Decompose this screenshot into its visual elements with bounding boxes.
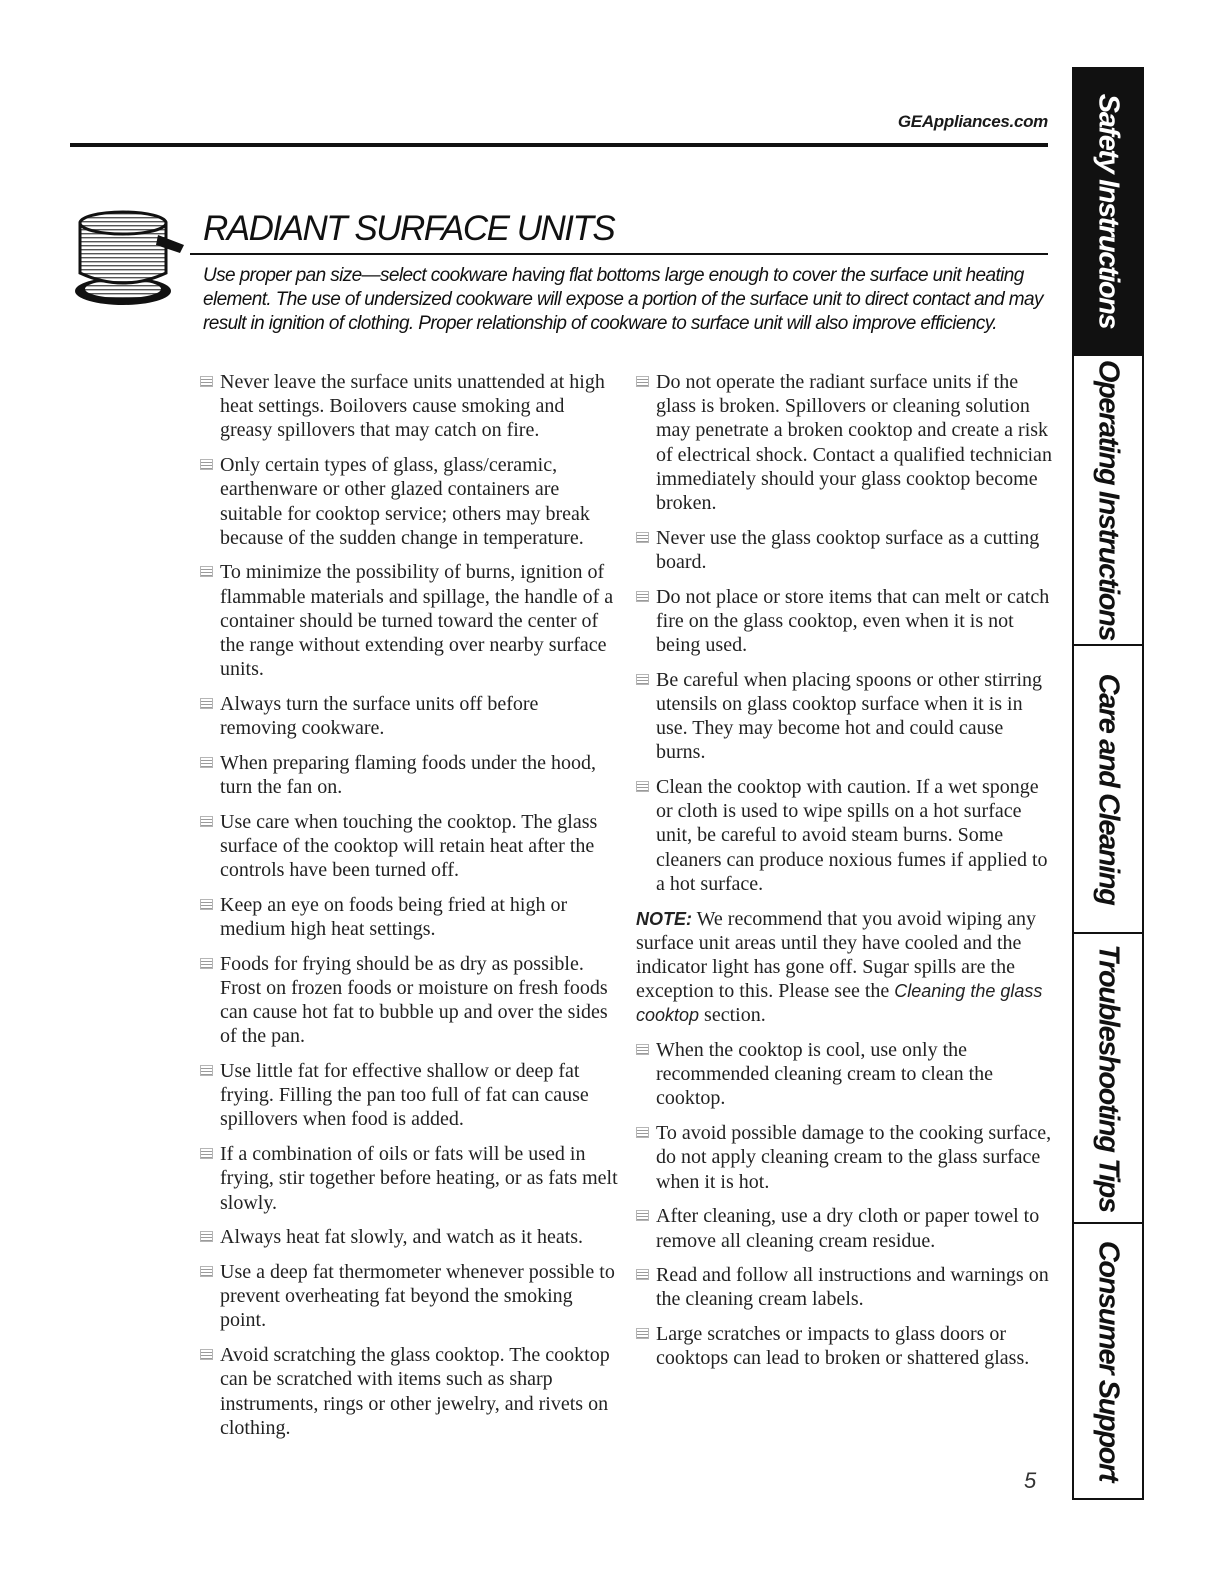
list-item: Never leave the surface units unattended at high heat settings. Boilovers cause smoking and greasy spillovers that may catch on fire. [200, 370, 620, 443]
list-item: Always turn the surface units off before removing cookware. [200, 692, 620, 740]
section-tabs [1072, 67, 1144, 1500]
tab-label: Safety Instructions [1092, 93, 1125, 328]
list-item: Never use the glass cooktop surface as a cutting board. [636, 526, 1052, 574]
hatched-square-bullet-icon [636, 1210, 649, 1221]
hatched-square-bullet-icon [200, 459, 213, 470]
hatched-square-bullet-icon [200, 757, 213, 768]
right-column [636, 370, 1052, 1381]
page-number: 5 [1024, 1468, 1037, 1493]
note-paragraph [636, 907, 1052, 1028]
tab-troubleshooting-tips[interactable] [1072, 932, 1144, 1224]
left-column [200, 370, 620, 1450]
tab-label: Troubleshooting Tips [1092, 944, 1125, 1212]
section-title: RADIANT SURFACE UNITS [203, 209, 615, 248]
hatched-square-bullet-icon [200, 1349, 213, 1360]
hatched-square-bullet-icon [636, 674, 649, 685]
cooking-pot-icon [68, 193, 188, 313]
hatched-square-bullet-icon [200, 698, 213, 709]
list-item: Read and follow all instructions and warnings on the cleaning cream labels. [636, 1263, 1052, 1311]
list-item: Clean the cooktop with caution. If a wet sponge or cloth is used to wipe spills on a hot surface unit, be careful to avoid steam burns. Some cleaners can produce noxious fumes if applied to a hot surface. [636, 775, 1052, 896]
list-item: Foods for frying should be as dry as possible. Frost on frozen foods or moisture on fresh foods can cause hot fat to bubble up and over the sides of the pan. [200, 952, 620, 1049]
list-item: When preparing flaming foods under the hood, turn the fan on. [200, 751, 620, 799]
tab-care-and-cleaning[interactable] [1072, 644, 1144, 934]
list-item: When the cooktop is cool, use only the recommended cleaning cream to clean the cooktop. [636, 1038, 1052, 1111]
list-item: Use little fat for effective shallow or deep fat frying. Filling the pan too full of fat can cause spillovers when food is added. [200, 1059, 620, 1132]
list-item: Do not place or store items that can melt or catch fire on the glass cooktop, even when it is not being used. [636, 585, 1052, 658]
tab-label: Consumer Support [1092, 1240, 1125, 1482]
hatched-square-bullet-icon [200, 899, 213, 910]
site-url: GEAppliances.com [897, 112, 1048, 131]
hatched-square-bullet-icon [200, 816, 213, 827]
tab-label: Care and Cleaning [1092, 673, 1125, 905]
hatched-square-bullet-icon [200, 958, 213, 969]
list-item: Use a deep fat thermometer whenever possible to prevent overheating fat beyond the smoking point. [200, 1260, 620, 1333]
list-item: Always heat fat slowly, and watch as it heats. [200, 1225, 620, 1249]
hatched-square-bullet-icon [200, 376, 213, 387]
section-intro: Use proper pan size—select cookware having flat bottoms large enough to cover the surface unit heating element. The use of undersized cookware will expose a portion of the surface unit to direct contact and may result in ignition of clothing. Proper relationship of cookware to surface unit will also improve efficiency. [203, 265, 1043, 334]
note-text: We recommend that you avoid wiping any surface unit areas until they have cooled and the indicator light has gone off. Sugar spills are the exception to this. Please see the [636, 907, 1037, 1003]
list-item: Be careful when placing spoons or other stirring utensils on glass cooktop surface when it is in use. They may become hot and could cause burns. [636, 668, 1052, 765]
hatched-square-bullet-icon [200, 566, 213, 577]
list-item: Avoid scratching the glass cooktop. The cooktop can be scratched with items such as sharp instruments, rings or other jewelry, and rivets on clothing. [200, 1343, 620, 1440]
hatched-square-bullet-icon [200, 1266, 213, 1277]
header-rule [70, 143, 1048, 147]
tab-safety-instructions[interactable] [1072, 67, 1144, 354]
note-tail: section. [704, 1004, 766, 1027]
tab-operating-instructions[interactable] [1072, 354, 1144, 646]
list-item: Do not operate the radiant surface units if the glass is broken. Spillovers or cleaning solution may penetrate a broken cooktop and create a risk of electrical shock. Contact a qualified technician immediately should your glass cooktop become broken. [636, 370, 1052, 515]
list-item: Large scratches or impacts to glass doors or cooktops can lead to broken or shattered glass. [636, 1322, 1052, 1370]
note-label: NOTE: [636, 908, 692, 929]
hatched-square-bullet-icon [636, 532, 649, 543]
list-item: Only certain types of glass, glass/ceramic, earthenware or other glazed containers are suitable for cooktop service; others may break because of the sudden change in temperature. [200, 453, 620, 550]
tab-label: Operating Instructions [1092, 359, 1125, 641]
title-rule [190, 253, 1048, 255]
tab-consumer-support[interactable] [1072, 1222, 1144, 1500]
list-item: Use care when touching the cooktop. The glass surface of the cooktop will retain heat after the controls have been turned off. [200, 810, 620, 883]
list-item: If a combination of oils or fats will be used in frying, stir together before heating, or as fats melt slowly. [200, 1142, 620, 1215]
hatched-square-bullet-icon [636, 781, 649, 792]
list-item: To avoid possible damage to the cooking surface, do not apply cleaning cream to the glass surface when it is hot. [636, 1121, 1052, 1194]
hatched-square-bullet-icon [636, 1127, 649, 1138]
list-item: After cleaning, use a dry cloth or paper towel to remove all cleaning cream residue. [636, 1204, 1052, 1252]
list-item: To minimize the possibility of burns, ignition of flammable materials and spillage, the handle of a container should be turned toward the center of the range without extending over nearby surface units. [200, 560, 620, 681]
list-item: Keep an eye on foods being fried at high or medium high heat settings. [200, 893, 620, 941]
hatched-square-bullet-icon [200, 1065, 213, 1076]
note-section-reference: Cleaning the glass cooktop [636, 981, 1043, 1026]
hatched-square-bullet-icon [636, 1328, 649, 1339]
hatched-square-bullet-icon [200, 1231, 213, 1242]
hatched-square-bullet-icon [636, 1044, 649, 1055]
hatched-square-bullet-icon [200, 1148, 213, 1159]
hatched-square-bullet-icon [636, 376, 649, 387]
hatched-square-bullet-icon [636, 1269, 649, 1280]
hatched-square-bullet-icon [636, 591, 649, 602]
